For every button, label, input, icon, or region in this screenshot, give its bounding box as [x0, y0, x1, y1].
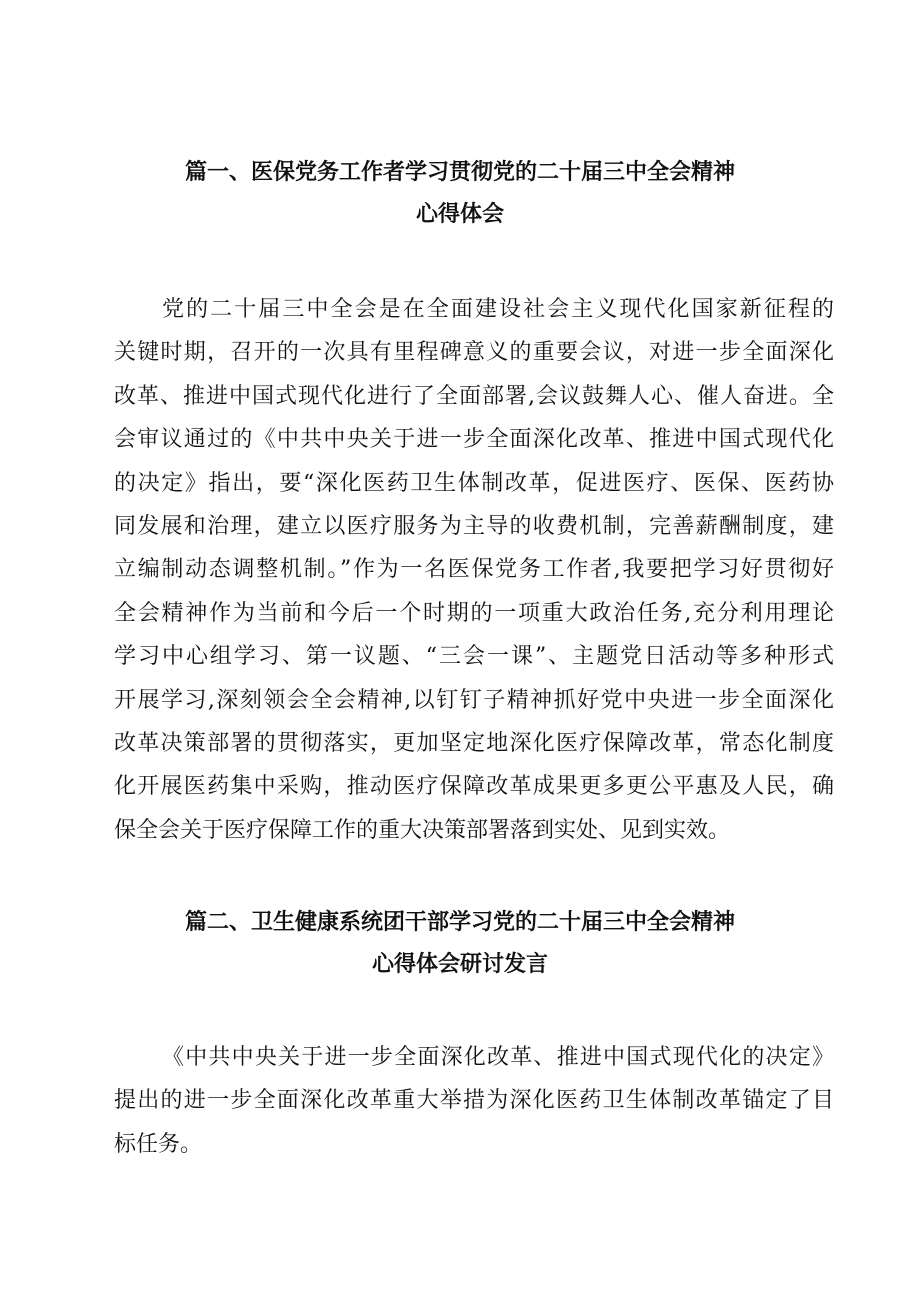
paragraph-line: 《中共中央关于进一步全面深化改革、推进中国式现代化的决定》	[162, 1045, 834, 1070]
paragraph-line: 改革、推进中国式现代化进行了全面部署,会议鼓舞人心、催人奋进。全	[114, 383, 834, 409]
paragraph-line: 保全会关于医疗保障工作的重大决策部署落到实处、见到实效。	[114, 817, 731, 843]
paragraph-line: 提出的进一步全面深化改革重大举措为深化医药卫生体制改革锚定了目	[114, 1088, 834, 1114]
paragraph-line: 党的二十届三中全会是在全面建设社会主义现代化国家新征程的	[162, 297, 834, 322]
section-2-paragraph	[114, 1036, 834, 1166]
paragraph-line: 化开展医药集中采购，推动医疗保障改革成果更多更公平惠及人民，确	[114, 774, 834, 800]
paragraph-line: 全会精神作为当前和今后一个时期的一项重大政治任务,充分利用理论	[114, 600, 834, 626]
section-1-title	[0, 152, 920, 236]
section-2-title-line-2: 心得体会研讨发言	[371, 952, 548, 977]
paragraph-line: 会审议通过的《中共中央关于进一步全面深化改革、推进中国式现代化	[114, 427, 834, 453]
section-1-title-line-1: 篇一、医保党务工作者学习贯彻党的二十届三中全会精神	[184, 160, 735, 185]
section-1-title-line-2: 心得体会	[415, 202, 504, 227]
section-2-title	[0, 902, 920, 986]
paragraph-line: 立编制动态调整机制。”作为一名医保党务工作者,我要把学习好贯彻好	[114, 557, 834, 583]
section-1-paragraph	[114, 288, 834, 852]
paragraph-line: 学习中心组学习、第一议题、“三会一课”、主题党日活动等多种形式	[114, 644, 834, 670]
paragraph-line: 同发展和治理，建立以医疗服务为主导的收费机制，完善薪酬制度，建	[114, 514, 834, 540]
section-2-title-line-1: 篇二、卫生健康系统团干部学习党的二十届三中全会精神	[184, 910, 735, 935]
paragraph-line: 改革决策部署的贯彻落实，更加坚定地深化医疗保障改革，常态化制度	[114, 731, 834, 757]
paragraph-line: 标任务。	[114, 1131, 203, 1157]
paragraph-line: 开展学习,深刻领会全会精神,以钉钉子精神抓好党中央进一步全面深化	[114, 687, 834, 713]
paragraph-line: 的决定》指出，要“深化医药卫生体制改革，促进医疗、医保、医药协	[114, 470, 834, 496]
paragraph-line: 关键时期，召开的一次具有里程碑意义的重要会议，对进一步全面深化	[114, 340, 834, 366]
